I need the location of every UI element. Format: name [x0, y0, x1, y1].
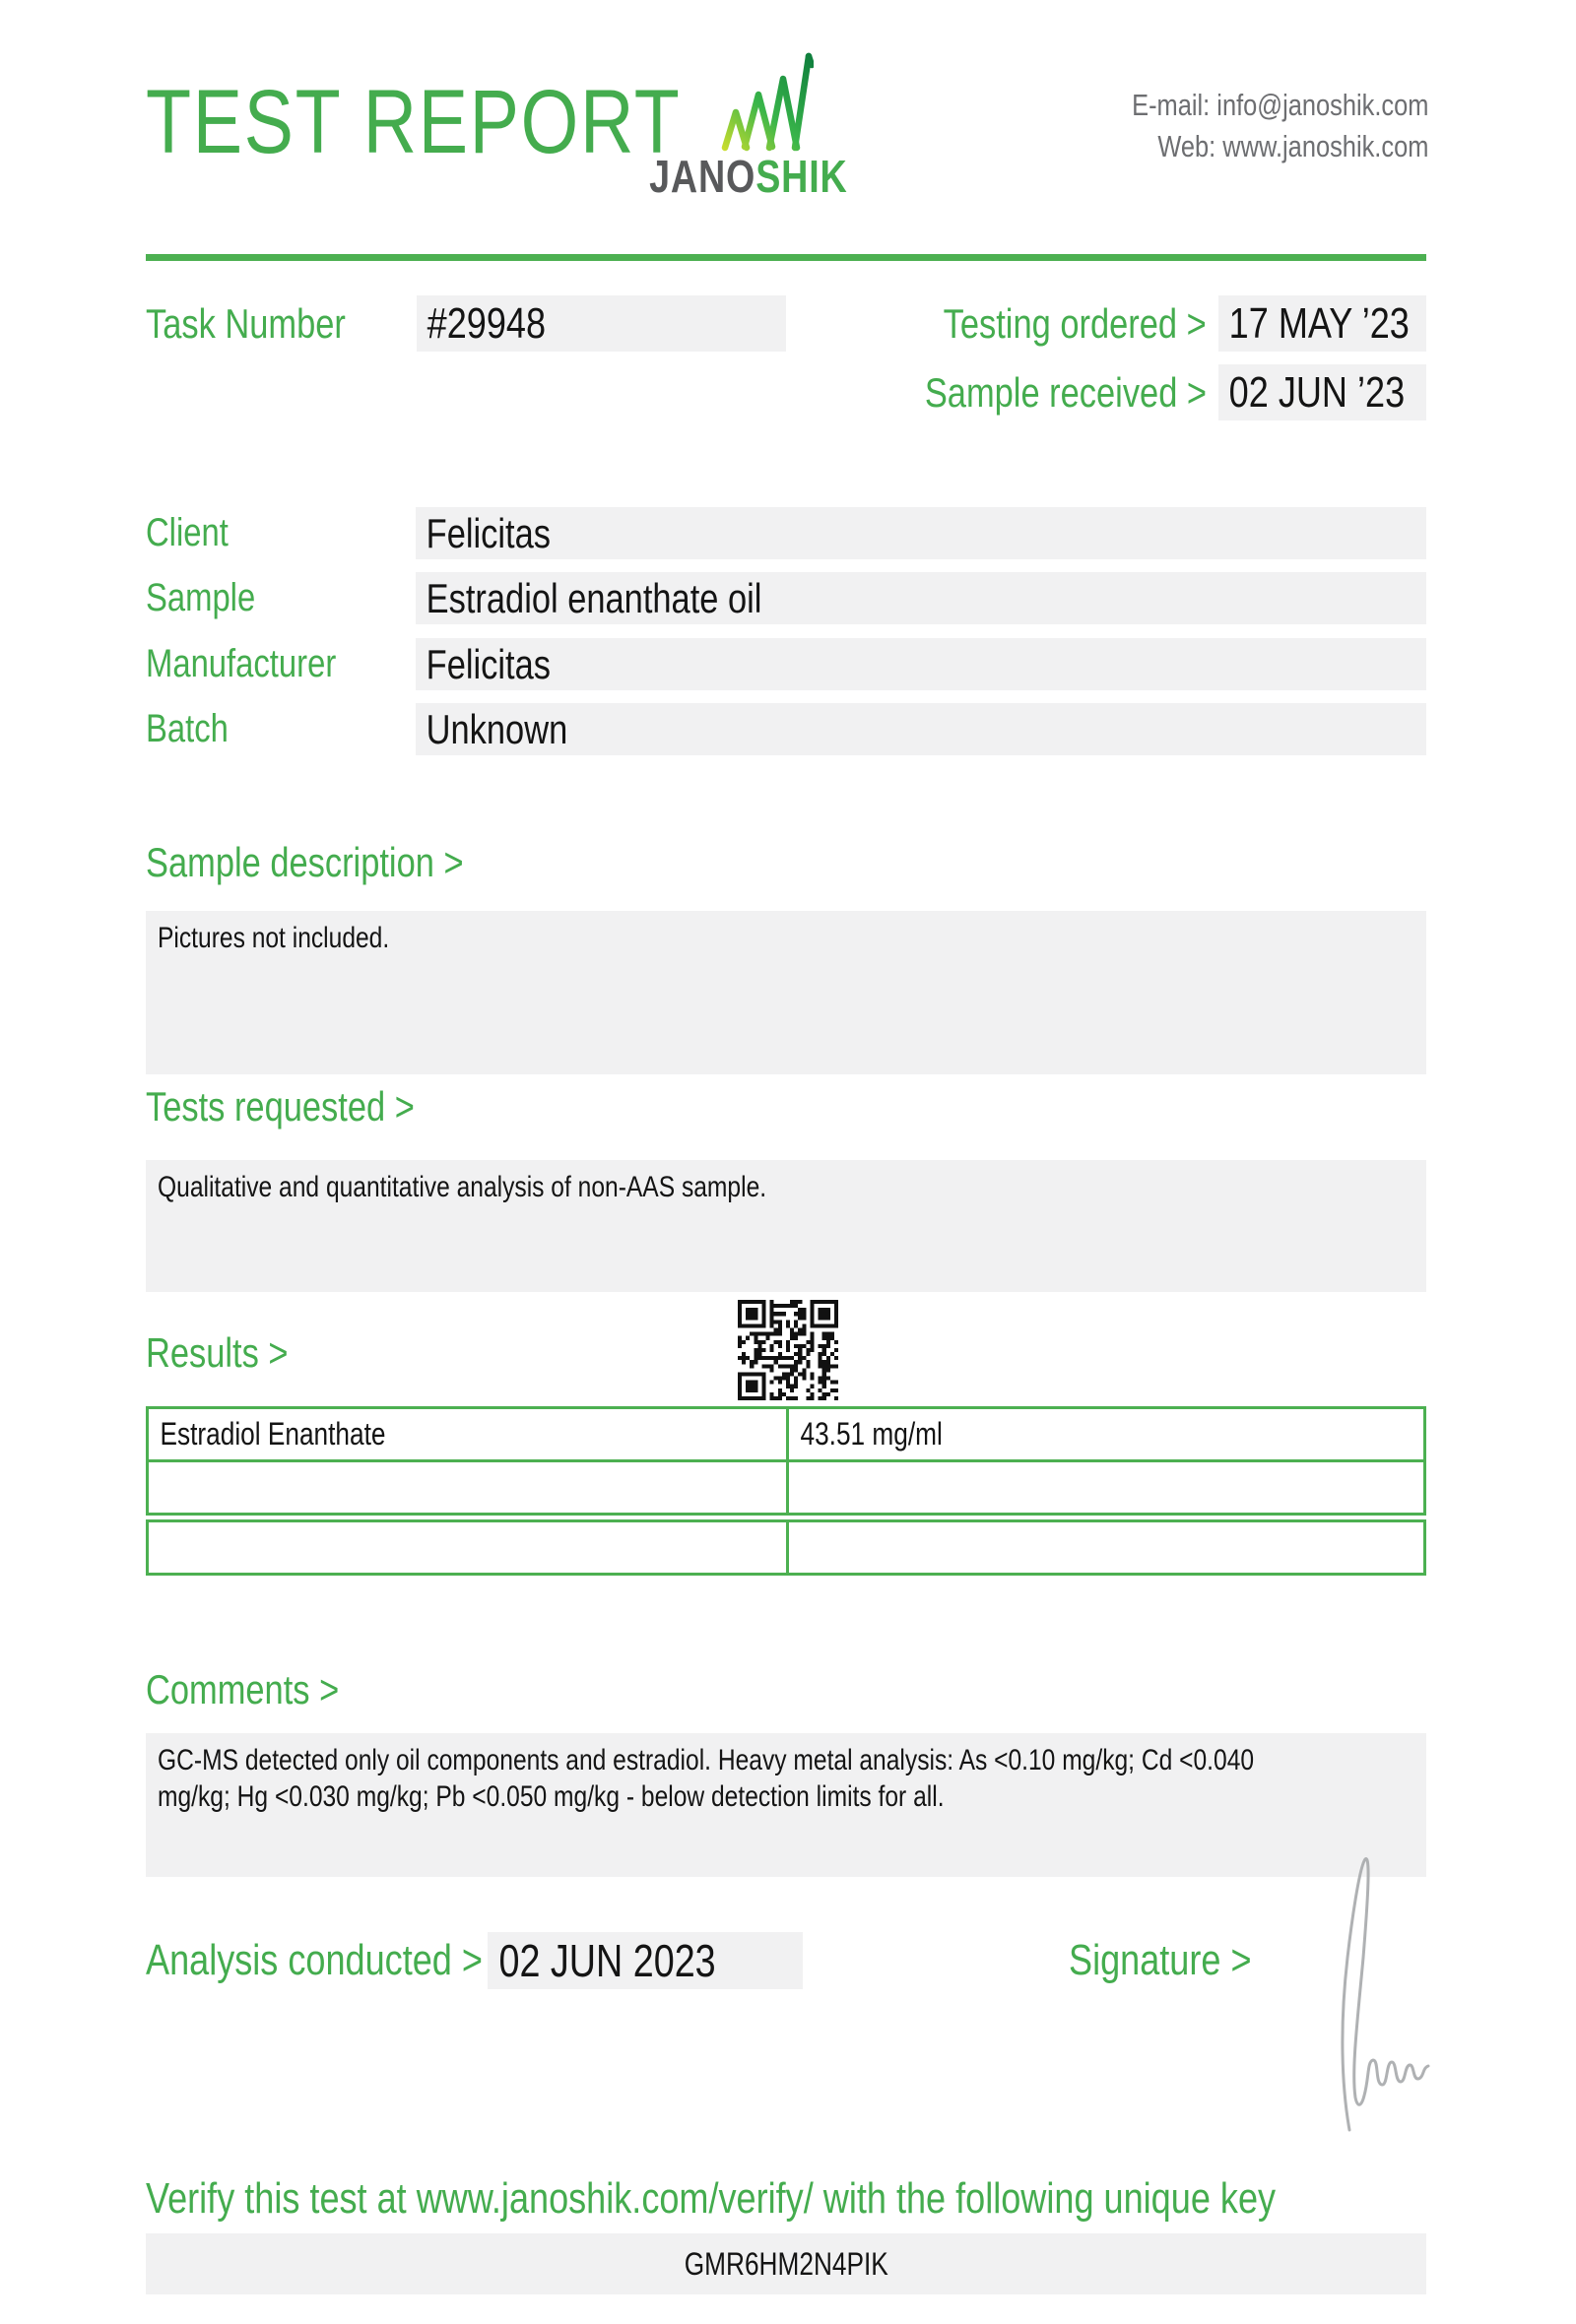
- sample-received-value: 02 JUN ’23: [1228, 367, 1406, 417]
- brand-logo: [621, 49, 877, 202]
- qr-code: [738, 1300, 838, 1400]
- batch-value: Unknown: [426, 705, 568, 752]
- analysis-conducted-box: [488, 1932, 803, 1989]
- tests-requested-box: [146, 1160, 1426, 1292]
- header-divider: [146, 254, 1426, 261]
- comments-box: [146, 1733, 1426, 1877]
- batch-label: Batch: [146, 707, 229, 750]
- results-analyte-cell: [149, 1462, 789, 1513]
- sample-description-text: Pictures not included.: [158, 922, 390, 954]
- results-table: [146, 1406, 1426, 1576]
- sample-received-label: Sample received >: [924, 369, 1207, 416]
- contact-block: [1067, 85, 1428, 167]
- comments-heading: Comments >: [146, 1666, 340, 1712]
- sample-received-box: [1218, 364, 1426, 420]
- tests-requested-text: Qualitative and quantitative analysis of non-AAS sample.: [158, 1171, 767, 1203]
- testing-ordered-box: [1218, 295, 1426, 352]
- sample-description-box: [146, 911, 1426, 1074]
- batch-box: [416, 703, 1426, 755]
- sample-description-heading: Sample description >: [146, 839, 464, 885]
- manufacturer-value: Felicitas: [426, 640, 551, 687]
- unique-key-value: GMR6HM2N4PIK: [684, 2245, 888, 2282]
- brand-word-left: JANO: [649, 151, 756, 202]
- testing-ordered-value: 17 MAY ’23: [1228, 298, 1410, 348]
- tests-requested-heading: Tests requested >: [146, 1083, 415, 1130]
- unique-key-box: [146, 2233, 1426, 2294]
- task-number-label: Task Number: [146, 300, 346, 347]
- manufacturer-box: [416, 638, 1426, 690]
- sample-box: [416, 572, 1426, 624]
- page-title-text: TEST REPORT: [146, 72, 682, 172]
- results-value-cell: [789, 1522, 1423, 1573]
- manufacturer-label: Manufacturer: [146, 642, 337, 685]
- sample-value: Estradiol enanthate oil: [426, 574, 762, 621]
- brand-wordmark: [621, 151, 877, 202]
- task-number-box: [417, 295, 786, 352]
- results-value-cell: [789, 1462, 1423, 1513]
- sample-label: Sample: [146, 576, 256, 619]
- signature-label: Signature >: [1069, 1936, 1252, 1984]
- contact-email: E-mail: info@janoshik.com: [1131, 88, 1428, 122]
- brand-word-right: SHIK: [755, 151, 848, 202]
- growth-chart-icon: [715, 49, 814, 152]
- results-analyte-cell: [149, 1522, 789, 1573]
- analysis-conducted-label: Analysis conducted >: [146, 1936, 483, 1984]
- task-number-value: #29948: [427, 298, 547, 348]
- comments-text: GC-MS detected only oil components and estradiol. Heavy metal analysis: As <0.10 mg/kg; Cd <0.040 mg/kg; Hg <0.030 mg/kg; Pb <0.050 mg/kg - below detection limits for all.: [158, 1744, 1255, 1813]
- testing-ordered-label: Testing ordered >: [943, 300, 1207, 347]
- results-row: [146, 1459, 1426, 1516]
- results-analyte-cell: Estradiol Enanthate: [149, 1409, 789, 1459]
- analysis-conducted-value: 02 JUN 2023: [498, 1935, 716, 1986]
- verify-text: Verify this test at www.janoshik.com/verify/ with the following unique key: [146, 2174, 1277, 2223]
- results-row: [146, 1406, 1426, 1462]
- results-row: [146, 1519, 1426, 1576]
- contact-web: Web: www.janoshik.com: [1156, 129, 1428, 163]
- results-value-cell: 43.51 mg/ml: [800, 1416, 943, 1452]
- client-box: [416, 507, 1426, 559]
- client-label: Client: [146, 511, 229, 554]
- client-value: Felicitas: [426, 509, 551, 556]
- signature-image: [1290, 1849, 1438, 2145]
- results-heading: Results >: [146, 1329, 289, 1376]
